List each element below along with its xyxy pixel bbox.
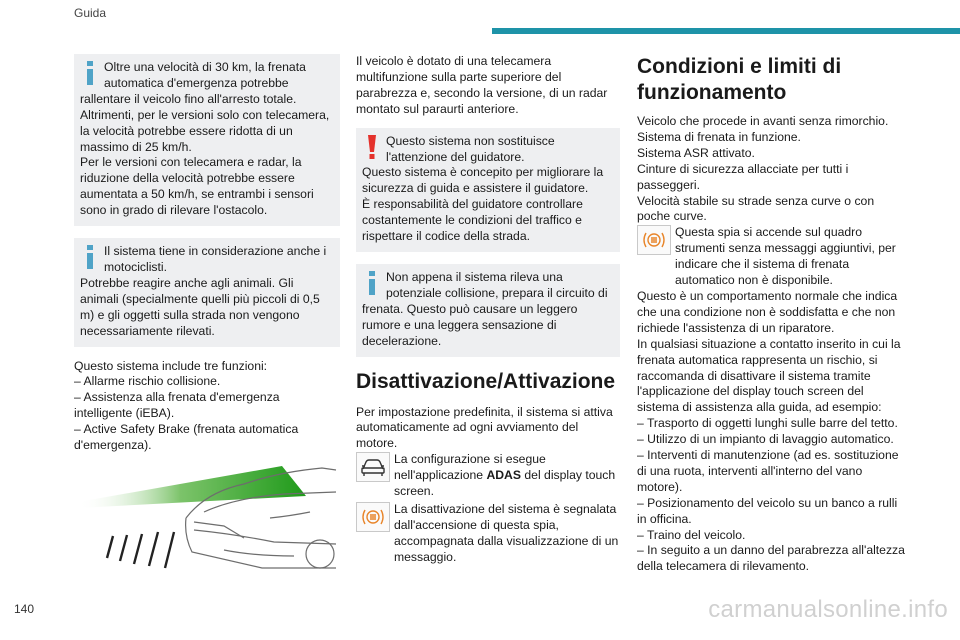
note-first-line: Questo sistema non sostituisce l'attenzione del guidatore.: [386, 133, 555, 164]
info-note-braking: [356, 264, 620, 357]
info-icon: [80, 244, 104, 270]
info-note-motorcycles: [74, 238, 340, 346]
note-first-line: Oltre una velocità di 30 km, la frenata automatica d'emergenza potrebbe: [104, 60, 306, 90]
note-line: rallentare il veicolo fino all'arresto totale.: [80, 91, 297, 106]
note-line: Potrebbe reagire anche agli animali. Gli animali (specialmente quelli più piccoli di 0,5 m) e gli oggetti sulla strada non vengono necessariamente rilevati.: [80, 275, 320, 338]
list-item: – Utilizzo di un impianto di lavaggio automatico.: [637, 432, 894, 447]
adas-text-pre: La configurazione si esegue nell'applicazione: [394, 452, 546, 483]
car-radar-illustration: [74, 448, 340, 572]
note-line: frenata. Questo può causare un leggero rumore e una leggera sensazione di decelerazione.: [362, 301, 578, 348]
adas-app-name: ADAS: [486, 468, 521, 483]
body-line: Velocità stabile su strade senza curve o con poche curve.: [637, 193, 875, 224]
list-item: – Traino del veicolo.: [637, 527, 746, 542]
list-item: – Interventi di manutenzione (ad es. sostituzione di una ruota, interventi all'interno del vano motore).: [637, 448, 899, 494]
body-line: Sistema di frenata in funzione.: [637, 129, 801, 144]
body-line: Cinture di sicurezza allacciate per tutti i passeggeri.: [637, 161, 849, 192]
adas-text-post: del display touch screen.: [394, 468, 616, 499]
column-middle: [356, 54, 620, 566]
list-item: – Trasporto di oggetti lunghi sulle barre del tetto.: [637, 416, 898, 431]
note-line: Questo sistema è concepito per migliorare la sicurezza di guida e assistere il guidatore.: [362, 165, 604, 196]
column-right: [637, 54, 907, 575]
deactivation-indicator-line: [356, 502, 620, 566]
body-line: – Assistenza alla frenata d'emergenza intelligente (iEBA).: [74, 390, 280, 421]
column-left: [74, 54, 340, 454]
radar-wave-icon: [107, 532, 174, 568]
detection-beam: [78, 466, 306, 508]
section-heading-conditions: Condizioni e limiti di funzionamento: [637, 55, 842, 104]
section-title: Guida: [74, 6, 107, 20]
warning-note: [356, 128, 620, 252]
watermark: carmanualsonline.info: [708, 596, 948, 623]
functions-list: [74, 359, 340, 454]
note-line: Altrimenti, per le versioni solo con telecamera, la velocità potrebbe essere ridotta di un massimo di 25 km/h.: [80, 107, 330, 154]
info-icon: [362, 270, 386, 296]
body-line: Veicolo che procede in avanti senza rimorchio.: [637, 114, 889, 128]
note-line: È responsabilità del guidatore controllare costantemente le condizioni del traffico e rispettare il codice della strada.: [362, 197, 583, 244]
note-line: Per le versioni con telecamera e radar, la riduzione della velocità potrebbe essere aumentata a 50 km/h, se entrambi i sensori sono in grado di rilevare l'ostacolo.: [80, 155, 314, 218]
adas-config-line: [356, 452, 620, 500]
body-line: In qualsiasi situazione a contatto inserito in cui la frenata automatica rappresenta un rischio, si raccomanda di disattivare il sistema tramite l'applicazione del display touch screen del sistema di assistenza alla guida, ad esempio:: [637, 336, 901, 415]
indicator-text: Questa spia si accende sul quadro strumenti senza messaggi aggiuntivi, per indicare che il sistema di frenata automatico non è disponibile.: [675, 225, 896, 288]
brake-warning-icon: [637, 225, 671, 255]
warning-icon: [362, 134, 386, 160]
deactivation-text: La disattivazione del sistema è segnalata dall'accensione di questa spia, accompagnata dalla visualizzazione di un messaggio.: [394, 501, 619, 564]
note-first-line: Il sistema tiene in considerazione anche i motociclisti.: [104, 244, 327, 274]
note-first-line: Non appena il sistema rileva una potenziale collisione, prepara il circuito di: [386, 269, 608, 300]
info-note-speed: [74, 54, 340, 226]
list-item: – In seguito a un danno del parabrezza all'altezza della telecamera di rilevamento.: [637, 543, 905, 574]
list-item: – Posizionamento del veicolo su un banco a rulli in officina.: [637, 495, 898, 526]
paragraph: Per impostazione predefinita, il sistema si attiva automaticamente ad ogni avviamento del motore.: [356, 404, 613, 451]
car-icon: [356, 452, 390, 482]
indicator-line: [637, 225, 907, 289]
section-heading-deactivation: Disattivazione/Attivazione: [356, 369, 616, 393]
info-icon: [80, 60, 104, 86]
brake-warning-icon: [356, 502, 390, 532]
header-accent-bar: [492, 28, 960, 34]
body-line: Questo è un comportamento normale che indica che una condizione non è soddisfatta e che non richiede l'assistenza di un riparatore.: [637, 288, 898, 335]
intro-paragraph: Il veicolo è dotato di una telecamera multifunzione sulla parte superiore del parabrezza e, secondo la versione, di un radar montato sul paraurti anteriore.: [356, 54, 608, 116]
body-line: Questo sistema include tre funzioni:: [74, 358, 268, 373]
body-line: – Active Safety Brake (frenata automatica d'emergenza).: [74, 422, 299, 453]
page-number: 140: [14, 602, 35, 616]
body-line: – Allarme rischio collisione.: [74, 374, 221, 389]
body-line: Sistema ASR attivato.: [637, 145, 755, 160]
